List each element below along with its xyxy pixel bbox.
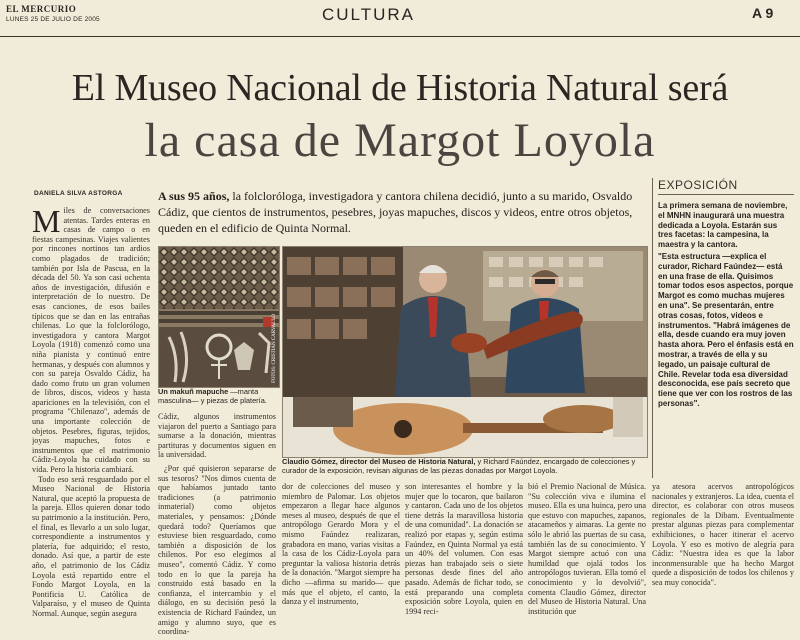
- deck: [158, 188, 644, 236]
- sidebar-body: [658, 201, 794, 409]
- body-column-1: [32, 206, 150, 636]
- photo-credit: FOTOS: CRISTIÁN CARVALLO: [272, 314, 277, 383]
- body-column-3: [158, 464, 276, 636]
- header-rule: [0, 36, 800, 37]
- drop-cap: M: [32, 206, 61, 239]
- sidebar-title: EXPOSICIÓN: [658, 178, 794, 195]
- photo-caption-2: [282, 458, 646, 475]
- photo-museum-staff: [282, 246, 648, 458]
- body-column-7: [652, 482, 794, 636]
- section-title: CULTURA: [322, 5, 416, 24]
- caption-bold: Claudio Gómez, director del Museo de Historia Natural,: [282, 457, 476, 466]
- byline: DANIELA SILVA ASTORGA: [34, 190, 123, 197]
- body-column-2: [158, 412, 276, 462]
- body-paragraph: bió el Premio Nacional de Música. "Su colección viva e ilumina el museo. Ella es una huinca, pero una que estuvo con mapuches, zapanos, atacameños y aimaras. La gente no sólo le abrió las puertas de su casa, también las de su conocimiento. Y Margot siempre actuó con una humildad que ojalá todos los antropólogos tuvieran. Ella tomó el conocimiento y lo devolvió", comenta Claudio Gómez, director del Museo de Historia Natural. Una institución que: [528, 482, 646, 616]
- deck-text: la folcloróloga, investigadora y cantora chilena decidió, junto a su marido, Osvaldo Cádiz, que cientos de instrumentos, pesebres, joyas mapuches, discos y videos, entre otros objetos, queden en el edificio de Quinta Normal.: [158, 189, 633, 235]
- body-column-6: [528, 482, 646, 636]
- body-paragraph: iles de conversaciones atentas. Tardes enteras en casas de campo o en fiestas campesinas. Viajes valientes por rincones nortinos tan ardios como plagados de tradición; también por Isla de Pascua, en la década del 50. Ya son casi ochenta años de investigación, difusión e interpretación de lo nuestro. De esas canciones, de esos bailes típicos que se dan en las entrañas chilenas. Lo que la folclorólogo, investigadora y cantora Margot Loyola (1918) comenzó como una niña pianista y continuó entre hermanas, y después con alumnos y con su pareja Osvaldo Cádiz, ha dado como fruto un gran volumen de libros, discos, videos y hasta apariciones en la televisión, con el programa "Chilenazo", además de una importante colección de objetos. Pesebres, figuras, tejidos, joyas mapuches, fotos e instrumentos que el matrimonio Cádiz-Loyola ha cuidado con su vida. Pero la historia cambiará.: [32, 206, 150, 475]
- headline-line-1: El Museo Nacional de Historia Natural será: [71, 67, 729, 109]
- sidebar-exposicion: [652, 178, 794, 478]
- photo-caption-1: [158, 388, 278, 405]
- headline-line-2: la casa de Margot Loyola: [144, 114, 656, 167]
- body-paragraph: ¿Por qué quisieron separarse de sus tesoros? "Nos dimos cuenta de que habíamos juntado tanto tradiciones (a patrimonio inmaterial) como objetos materiales, y pensamos: ¿Dónde quedará todo? Queríamos que estuviese bien resguardado, como también a disposición de los chilenos. Por eso elegimos al museo", comentó Cádiz. Y como todo en lo que la pareja ha construido está basado en la confianza, el intercambio y el diálogo, en su decisión pesó la existencia de Richard Faúndez, un amigo y alumno suyo, que es coordina-: [158, 464, 276, 636]
- body-paragraph: Cádiz, algunos instrumentos viajaron del puerto a Santiago para sumarse a la donación, mientras partituras y documentos siguen en la universidad.: [158, 412, 276, 460]
- deck-lead: A sus 95 años,: [158, 189, 230, 203]
- photo-makun-mapuche: [158, 246, 280, 388]
- body-paragraph: ya atesora acervos antropológicos nacionales y extranjeros. La idea, cuenta el director, es colaborar con otros museos regionales de la Dibam. Eventualmente prestar algunas piezas para complementar exhibiciones, o hacer itinerar el acervo Loyola. Y eso es motivo de alegría para Cádiz: "Nuestra idea es que la labor inconmensurable que ha hecho Margot quede a disposición de todos los chilenos y sea muy conocida".: [652, 482, 794, 587]
- caption-bold: Un makuñ mapuche: [158, 387, 229, 396]
- dateline: LUNES 25 DE JULIO DE 2005: [6, 16, 100, 23]
- photo-staff-image: [283, 247, 647, 457]
- body-paragraph: dor de colecciones del museo y miembro de Palomar. Los objetos empezaron a llegar hace algunos meses al museo, después de que el antropólogo Gerardo Mora y el mismo Faúndez realizaran, grabadora en mano, varias visitas a la casa de los Cádiz-Loyola para preguntar la valiosa historia detrás de la donación. "Margot siempre ha dicho —afirma su marido— que más que el objeto, el canto, la danza y el instrumento,: [282, 482, 400, 607]
- caption-text: —manta masculina— y piezas de platería.: [158, 387, 267, 405]
- body-column-5: [405, 482, 523, 636]
- masthead: EL MERCURIO: [6, 4, 77, 14]
- sidebar-paragraph: "Esta estructura —explica el curador, Richard Faúndez— está en una frase de ella. Quisimos tomar todos esos aspectos, porque Margot es como muchas mujeres en una". Se presentarán, entre otras cosas, fotos, videos e instrumentos. "Habrá imágenes de ella, desde cuando era muy joven hasta ahora. Pero el énfasis está en mostrar, a través de ella y su legado, un paisaje cultural de Chile. Revelar toda esa diversidad desconocida, ese país secreto que tiene que ver con los rostros de las personas".: [658, 251, 794, 408]
- sidebar-paragraph: La primera semana de noviembre, el MNHN inaugurará una muestra dedicada a Loyola. Estarán sus tres facetas: la campesina, la maestra y la cantora.: [658, 201, 788, 250]
- body-paragraph: son interesantes el hombre y la mujer que lo tocaron, que bailaron y cantaron. Cada uno de los objetos tiene detrás la maravillosa historia de una comunidad". La donación se realizó por etapas y, según estima Faúndez, en Quinta Normal ya está un 40% del volumen. Con esas piezas han trabajado seis o siete personas desde fines del año pasado. Además de fichar todo, se está preparando una completa exposición sobre Loyola, quien en 1994 reci-: [405, 482, 523, 616]
- body-paragraph: Todo eso será resguardado por el Museo Nacional de Historia Natural, que aceptó la propuesta de la pareja. Ellos quieren donar todo su patrimonio a la institución. Pero, el final, es llevarlo a un solo lugar, correspondiente a instrumentos y platería, fue adquirido; el resto, donado. Así que, a partir de este año, el patrimonio de los Cádiz Loyola está repartido entre el Fondo Margot Loyola, en la Pontificia U. Católica de Valparaíso, y el museo de Quinta Normal. Aunque, según asegura: [32, 474, 150, 618]
- caption-text: y Richard Faúndez, encargado de colecciones y curador de la exposición, revisan algunas de las piezas donadas por Margot Loyola.: [282, 457, 636, 475]
- body-column-4: [282, 482, 400, 636]
- page-number: A 9: [752, 5, 774, 21]
- photo-makun-image: [159, 247, 279, 387]
